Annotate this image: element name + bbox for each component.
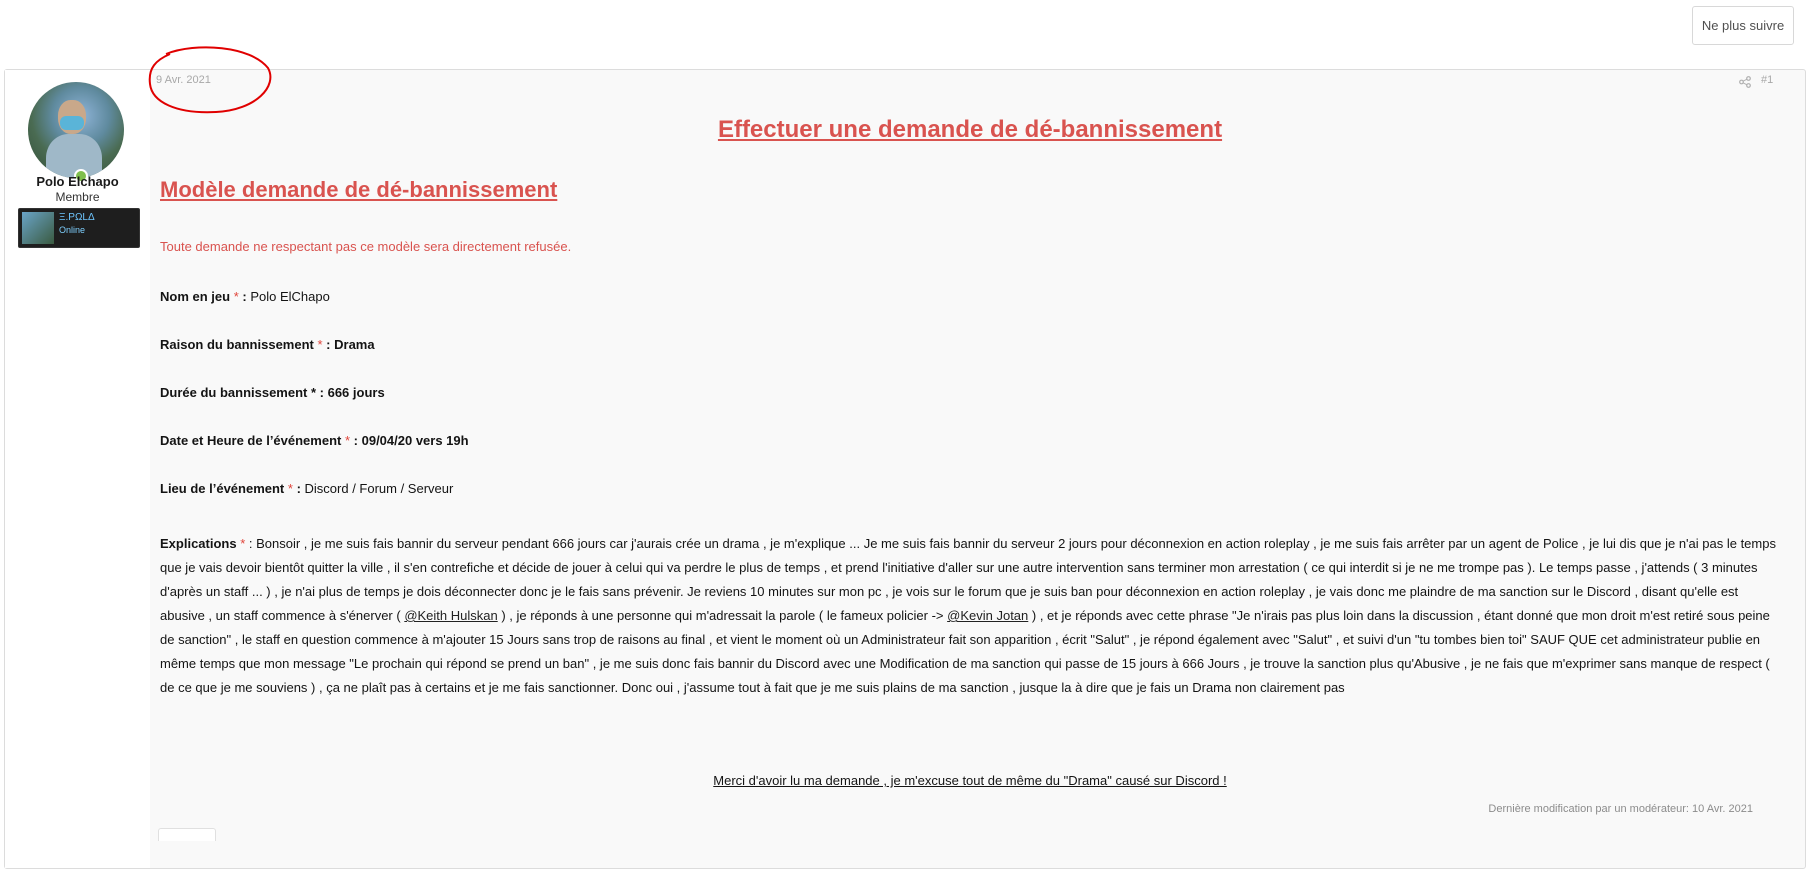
reaction-button[interactable] xyxy=(158,828,216,841)
field-ingame-name: Nom en jeu * : Polo ElChapo xyxy=(160,289,330,304)
username[interactable]: Polo Elchapo xyxy=(36,174,119,189)
field-event-place: Lieu de l’événement * : Discord / Forum / Serveur xyxy=(160,481,454,496)
post-number-link[interactable]: #1 xyxy=(1761,74,1774,86)
field-ban-duration: Durée du bannissement * : 666 jours xyxy=(160,385,385,400)
post-date[interactable]: 9 Avr. 2021 xyxy=(156,74,211,86)
field-event-date: Date et Heure de l’événement * : 09/04/20 vers 19h xyxy=(160,433,469,448)
status-card-avatar xyxy=(22,212,54,244)
share-icon[interactable] xyxy=(1739,76,1751,88)
main-title: Effectuer une demande de dé-bannissement xyxy=(717,116,1223,143)
user-status-card[interactable] xyxy=(18,208,140,248)
user-role: Membre xyxy=(55,190,100,204)
status-card-name: Ξ.PΩLΔ xyxy=(59,212,95,223)
status-card-status: Online xyxy=(59,225,86,235)
edit-note: Dernière modification par un modérateur: 10 Avr. 2021 xyxy=(1488,803,1753,815)
avatar[interactable] xyxy=(28,82,124,178)
user-sidebar xyxy=(5,70,150,868)
field-ban-reason: Raison du bannissement * : Drama xyxy=(160,337,375,352)
explanation-paragraph: Explications * : Bonsoir , je me suis fais bannir du serveur pendant 666 jours car j'aurais crée un drama , je m'explique ... Je me suis fais bannir du serveur 2 jours pour déconnexion en action roleplay , je me suis fais arrêter par un agent de Police , je lui dis que je n'ai pas le temps que je vais devoir bientôt quitter la ville , il s'en contrefiche et décide de jouer à celui qui va perdre le plus de temps , et prend l'initiative d'aller sur une autre intervention sans terminer mon arrestation ( ce qui interdit si je ne me trompe pas ). Le temps passe , j'attends ( 3 minutes d'après un staff ... ) , je n'ai plus de temps je dois déconnecter donc je le fais sans prévenir. Je reviens 10 minutes sur mon pc , je vois sur le forum que je suis ban pour déconnexion en action roleplay , je vais donc me plaindre de ma sanction sur le Discord , disant qu'elle est abusive , un staff commence à s'énerver ( @Keith Hulskan ) , je réponds à une personne qui m'adressait la parole ( le fameux policier -> @Kevin Jotan ) , et je réponds avec cette phrase "Je n'irais pas plus loin dans la discussion , étant donné que mon droit m'est retiré sous peine de sanction" , le staff en question commence à m'ajouter 15 Jours sans trop de raisons au final , et vient le moment où un Administrateur fait son apparition , écrit "Salut" , je répond également avec "Salut" , et suivi d'un "tu tombes bien toi" SAUF QUE cet administrateur publie en même temps que mon message "Le prochain qui répond se prend un ban" , je me suis donc fais bannir du Discord avec une Modification de ma sanction qui passe de 15 jours à 666 Jours , je trouve la sanction plus qu'Abusive , je ne fais que m'exprimer sans manque de respect ( de ce que je me souviens ) , ça ne plaît pas à certains et je me fais sanctionner. Donc oui , j'assume tout à fait que je me suis plains de ma sanction , jusque la à dire que je fais un Drama non clairement pas xyxy=(160,536,1776,695)
mention-keith-hulskan[interactable]: @Keith Hulskan xyxy=(404,608,498,623)
warning-text: Toute demande ne respectant pas ce modèle sera directement refusée. xyxy=(160,239,572,254)
unfollow-button[interactable]: Ne plus suivre xyxy=(1692,6,1794,45)
mention-kevin-jotan[interactable]: @Kevin Jotan xyxy=(947,608,1029,623)
sub-title: Modèle demande de dé-bannissement xyxy=(160,177,558,202)
thanks-message: Merci d'avoir lu ma demande , je m'excuse tout de même du "Drama" causé sur Discord ! xyxy=(713,773,1227,788)
